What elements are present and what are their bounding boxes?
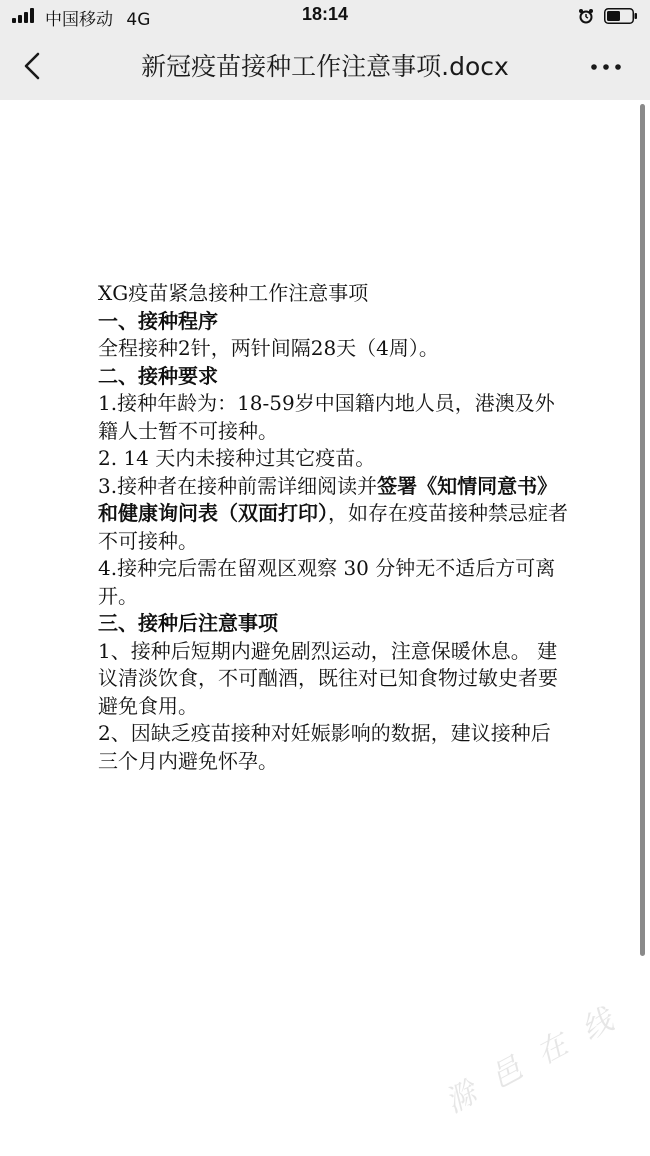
requirement-item-1: 1.接种年龄为：18-59岁中国籍内地人员，港澳及外籍人士暂不可接种。 — [98, 391, 555, 443]
after-item-1: 1、接种后短期内避免剧烈运动，注意保暖休息。 建议清淡饮食，不可酗酒，既往对已知食物过敏史者要避免食用。 — [98, 638, 558, 718]
document-file-title: 新冠疫苗接种工作注意事项.docx — [141, 52, 509, 81]
requirement-item-3-tail: ，如存在疫苗接种禁忌症者不可接种。 — [98, 501, 568, 553]
procedure-text: 全程接种2针，两针间隔28天（4周）。 — [98, 336, 439, 360]
battery-icon — [604, 8, 638, 24]
alarm-clock-icon — [578, 8, 594, 24]
more-options-button[interactable] — [582, 52, 630, 82]
top-bar — [0, 0, 650, 100]
carrier-name: 中国移动 — [45, 10, 113, 30]
section-heading-after-vaccination: 三、接种后注意事项 — [98, 611, 278, 635]
document-body — [98, 280, 568, 775]
requirement-item-3-text: 3.接种者在接种前需详细阅读并 — [98, 473, 378, 498]
status-bar — [0, 0, 650, 34]
section-heading-requirements: 二、接种要求 — [98, 363, 218, 388]
requirement-item-2: 2. 14 天内未接种过其它疫苗。 — [98, 446, 376, 470]
back-button[interactable] — [18, 48, 52, 84]
navigation-bar — [0, 34, 650, 100]
after-item-2: 2、因缺乏疫苗接种对妊娠影响的数据，建议接种后三个月内避免怀孕。 — [98, 721, 551, 773]
document-viewer — [0, 100, 650, 1156]
requirement-item-4: 4.接种完后需在留观区观察 30 分钟无不适后方可离开。 — [98, 556, 556, 608]
requirement-item-3-bold: 签署《知情同意书》和健康询问表（双面打印） — [98, 473, 558, 525]
watermark: 滁 邑 在 线 — [439, 999, 625, 1121]
network-type: 4G — [126, 10, 151, 30]
status-time: 18:14 — [301, 4, 349, 24]
scrollbar[interactable] — [640, 104, 645, 956]
requirement-item-3 — [98, 473, 568, 556]
document-title: XG疫苗紧急接种工作注意事项 — [98, 281, 369, 305]
section-heading-procedure: 一、接种程序 — [98, 308, 218, 333]
